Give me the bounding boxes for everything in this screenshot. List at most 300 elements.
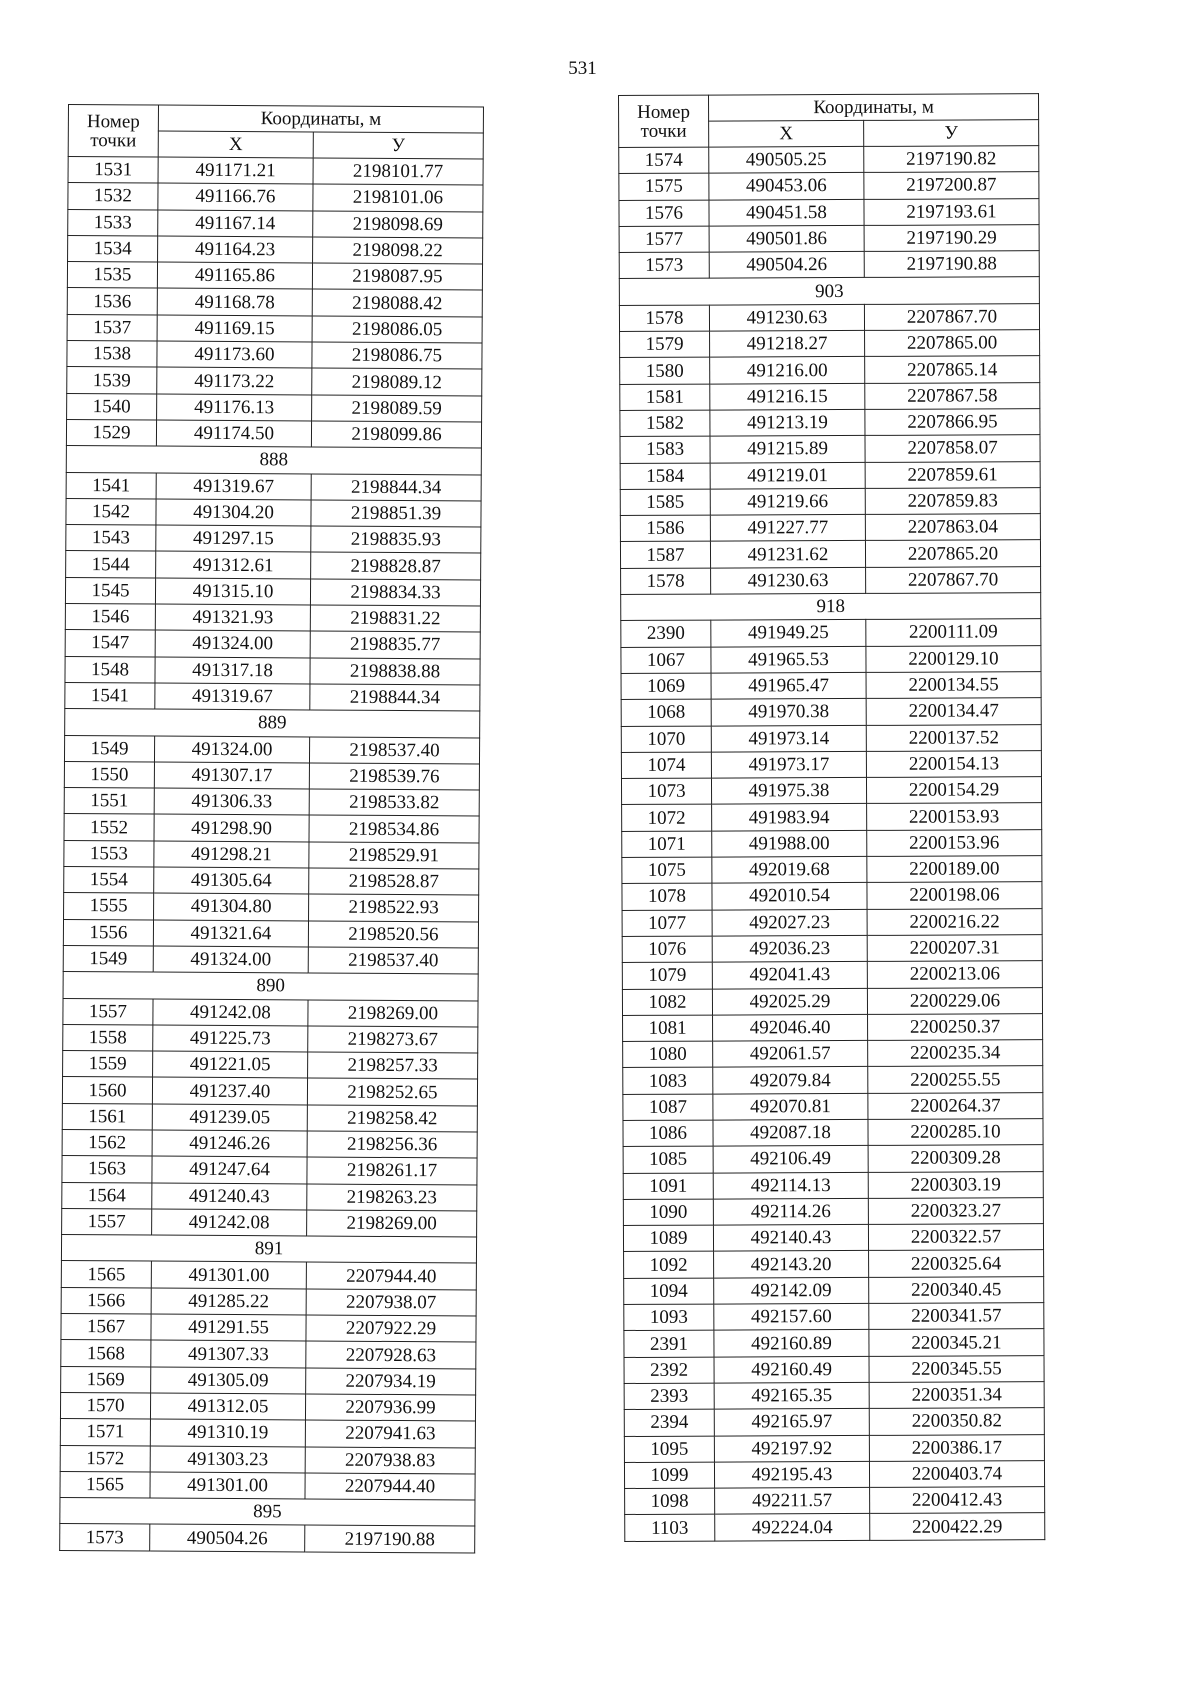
point-number-cell: 1549 [64,735,154,762]
y-coordinate-cell: 2198101.06 [313,184,483,211]
x-coordinate-cell: 490505.25 [709,146,864,173]
point-number-cell: 1531 [68,157,158,184]
section-row [66,446,481,475]
x-coordinate-cell: 491166.76 [158,183,313,210]
y-coordinate-cell: 2200345.21 [869,1329,1044,1356]
y-coordinate-cell: 2207867.70 [864,303,1039,330]
table-row [67,314,482,343]
table-row [620,488,1040,516]
x-coordinate-cell: 491171.21 [158,157,313,184]
point-number-cell: 1085 [623,1146,713,1173]
y-coordinate-cell: 2207944.40 [305,1473,475,1500]
x-coordinate-cell: 491173.60 [157,341,312,368]
y-coordinate-cell: 2207938.07 [306,1289,476,1316]
y-coordinate-cell: 2198828.87 [311,552,481,579]
y-coordinate-cell: 2197193.61 [864,198,1039,225]
y-coordinate-cell: 2198851.39 [311,500,481,527]
table-row [622,803,1042,831]
table-row [63,1051,478,1080]
point-number-cell: 1535 [67,262,157,289]
point-number-cell: 1581 [620,384,710,411]
point-number-cell: 1584 [620,463,710,490]
y-coordinate-cell: 2207867.70 [866,566,1041,593]
x-coordinate-cell: 492025.29 [712,988,867,1015]
y-coordinate-cell: 2198261.17 [307,1157,477,1184]
table-row [622,829,1042,857]
table-row [625,1513,1045,1541]
table-row [621,724,1041,752]
y-coordinate-cell: 2200422.29 [870,1513,1045,1540]
point-number-cell: 1073 [621,778,711,805]
y-coordinate-cell: 2200154.29 [866,777,1041,804]
point-number-cell: 1564 [62,1182,152,1209]
section-label: 895 [60,1498,475,1527]
x-coordinate-cell: 491324.00 [154,736,309,763]
point-number-cell: 1094 [624,1278,714,1305]
section-row [621,593,1041,621]
x-coordinate-cell: 492211.57 [715,1488,870,1515]
y-coordinate-cell: 2198522.93 [309,894,479,921]
x-coordinate-cell: 491304.80 [154,893,309,920]
table-row [620,382,1040,410]
point-number-cell: 1090 [623,1199,713,1226]
x-coordinate-cell: 491988.00 [712,830,867,857]
table-row [61,1340,476,1369]
point-number-cell: 2393 [624,1383,714,1410]
point-number-cell: 1532 [68,183,158,210]
y-coordinate-cell: 2198835.77 [310,631,480,658]
y-coordinate-cell: 2200250.37 [868,1013,1043,1040]
point-number-cell: 1563 [62,1156,152,1183]
header-x: X [709,120,864,147]
table-row [68,235,483,264]
x-coordinate-cell: 491305.64 [154,867,309,894]
table-row [65,604,480,633]
point-number-cell: 1550 [64,761,154,788]
point-number-cell: 1565 [61,1261,151,1288]
table-row [625,1487,1045,1515]
point-number-cell: 1551 [64,788,154,815]
x-coordinate-cell: 491176.13 [157,394,312,421]
y-coordinate-cell: 2198098.22 [313,237,483,264]
x-coordinate-cell: 491321.93 [155,604,310,631]
y-coordinate-cell: 2198098.69 [313,211,483,238]
point-number-cell: 1558 [63,1024,153,1051]
y-coordinate-cell: 2198089.59 [312,395,482,422]
y-coordinate-cell: 2198087.95 [312,263,482,290]
point-number-cell: 2391 [624,1330,714,1357]
point-number-cell: 1103 [625,1515,715,1542]
y-coordinate-cell: 2198831.22 [310,605,480,632]
x-coordinate-cell: 492106.49 [713,1146,868,1173]
table-row [619,172,1039,200]
x-coordinate-cell: 492010.54 [712,883,867,910]
table-row [621,645,1041,673]
x-coordinate-cell: 491965.47 [711,672,866,699]
y-coordinate-cell: 2198539.76 [309,763,479,790]
x-coordinate-cell: 492195.43 [714,1461,869,1488]
point-number-cell: 1546 [65,604,155,631]
table-row [620,330,1040,358]
header-coordinates: Координаты, м [158,105,483,133]
point-number-cell: 1543 [66,525,156,552]
x-coordinate-cell: 490501.86 [709,225,864,252]
x-coordinate-cell: 491973.17 [711,751,866,778]
point-number-cell: 1582 [620,410,710,437]
point-number-cell: 1587 [620,542,710,569]
table-row [619,251,1039,279]
point-number-cell: 1553 [64,840,154,867]
y-coordinate-cell: 2207865.00 [865,330,1040,357]
section-label: 918 [621,593,1041,621]
x-coordinate-cell: 492160.89 [714,1330,869,1357]
table-row [65,577,480,606]
section-row [63,972,478,1001]
x-coordinate-cell: 491169.15 [157,315,312,342]
y-coordinate-cell: 2200340.45 [869,1276,1044,1303]
y-coordinate-cell: 2200229.06 [867,987,1042,1014]
header-point-number [68,105,158,158]
table-row [68,157,483,186]
x-coordinate-cell: 491965.53 [711,646,866,673]
x-coordinate-cell: 491303.23 [150,1446,305,1473]
section-label: 903 [619,277,1039,305]
table-row [619,225,1039,253]
y-coordinate-cell: 2198263.23 [307,1184,477,1211]
x-coordinate-cell: 492114.26 [713,1198,868,1225]
y-coordinate-cell: 2198088.42 [312,289,482,316]
point-number-cell: 1575 [619,173,709,200]
point-number-cell: 1538 [67,341,157,368]
table-row [623,1040,1043,1068]
x-coordinate-cell: 492157.60 [714,1303,869,1330]
point-number-cell: 1578 [621,568,711,595]
table-row [64,893,479,922]
point-number-cell: 1068 [621,699,711,726]
point-number-cell: 1080 [623,1041,713,1068]
x-coordinate-cell: 491305.09 [151,1367,306,1394]
x-coordinate-cell: 491301.00 [150,1472,305,1499]
point-number-cell: 1586 [620,515,710,542]
section-label: 888 [66,446,481,475]
x-coordinate-cell: 491321.64 [153,920,308,947]
table-row [620,514,1040,542]
y-coordinate-cell: 2198101.77 [313,158,483,185]
x-coordinate-cell: 491231.62 [710,541,865,568]
y-coordinate-cell: 2207859.61 [865,461,1040,488]
x-coordinate-cell: 492036.23 [712,935,867,962]
table-row [63,998,478,1027]
coordinates-table-right [618,93,1045,1542]
table-row [63,945,478,974]
y-coordinate-cell: 2200189.00 [867,856,1042,883]
x-coordinate-cell: 491312.05 [150,1393,305,1420]
table-row [62,1129,477,1158]
point-number-cell: 1560 [62,1077,152,1104]
y-coordinate-cell: 2207938.83 [305,1447,475,1474]
table-row [66,498,481,527]
x-coordinate-cell: 492079.84 [713,1067,868,1094]
x-coordinate-cell: 492019.68 [712,856,867,883]
point-number-cell: 1578 [619,305,709,332]
table-row [68,183,483,212]
table-row [623,1092,1043,1120]
y-coordinate-cell: 2200129.10 [866,645,1041,672]
table-row [63,1024,478,1053]
y-coordinate-cell: 2198529.91 [309,842,479,869]
table-row [621,672,1041,700]
table-row [624,1276,1044,1304]
table-row [623,1224,1043,1252]
x-coordinate-cell: 491307.17 [154,762,309,789]
y-coordinate-cell: 2197190.29 [864,225,1039,252]
table-row [64,735,479,764]
table-row [62,1103,477,1132]
table-row [620,435,1040,463]
table-row [622,935,1042,963]
y-coordinate-cell: 2198269.00 [308,999,478,1026]
y-coordinate-cell: 2198537.40 [309,737,479,764]
y-coordinate-cell: 2198537.40 [308,947,478,974]
y-coordinate-cell: 2207863.04 [865,514,1040,541]
table-row [622,908,1042,936]
table-row [623,1145,1043,1173]
x-coordinate-cell: 490504.26 [709,252,864,279]
x-coordinate-cell: 491219.01 [710,462,865,489]
x-coordinate-cell: 491975.38 [711,778,866,805]
x-coordinate-cell: 492027.23 [712,909,867,936]
table-row [67,341,482,370]
y-coordinate-cell: 2200134.55 [866,672,1041,699]
point-number-cell: 1545 [65,577,155,604]
y-coordinate-cell: 2200345.55 [869,1355,1044,1382]
y-coordinate-cell: 2207867.58 [865,382,1040,409]
x-coordinate-cell: 491219.66 [710,488,865,515]
section-row [65,709,480,738]
table-row [620,540,1040,568]
point-number-cell: 1070 [621,726,711,753]
point-number-cell: 1568 [61,1340,151,1367]
y-coordinate-cell: 2197200.87 [864,172,1039,199]
x-coordinate-cell: 492160.49 [714,1356,869,1383]
point-number-cell: 1565 [60,1471,150,1498]
x-coordinate-cell: 490453.06 [709,173,864,200]
point-number-cell: 1067 [621,647,711,674]
x-coordinate-cell: 491973.14 [711,725,866,752]
point-number-cell: 1098 [625,1488,715,1515]
table-row [67,393,482,422]
table-row [622,987,1042,1015]
point-number-cell: 1077 [622,910,712,937]
y-coordinate-cell: 2200322.57 [868,1224,1043,1251]
y-coordinate-cell: 2198844.34 [310,684,480,711]
y-coordinate-cell: 2198099.86 [311,421,481,448]
table-row [67,367,482,396]
point-number-cell: 1555 [64,893,154,920]
x-coordinate-cell: 491213.19 [710,409,865,436]
point-number-cell: 1552 [64,814,154,841]
y-coordinate-cell: 2198273.67 [308,1026,478,1053]
x-coordinate-cell: 492165.35 [714,1382,869,1409]
point-number-cell: 1541 [66,472,156,499]
header-x: X [158,131,313,158]
point-number-cell: 1554 [64,867,154,894]
y-coordinate-cell: 2198534.86 [309,815,479,842]
table-row [66,551,481,580]
y-coordinate-cell: 2200325.64 [869,1250,1044,1277]
y-coordinate-cell: 2207865.20 [865,540,1040,567]
table-row [60,1471,475,1500]
point-number-cell: 1573 [60,1524,150,1551]
y-coordinate-cell: 2200351.34 [869,1382,1044,1409]
section-row [61,1235,476,1264]
point-number-cell: 1556 [63,919,153,946]
table-body-left [60,157,484,1553]
table-row [61,1287,476,1316]
point-number-cell: 1562 [62,1129,152,1156]
y-coordinate-cell: 2200303.19 [868,1171,1043,1198]
point-number-cell: 1539 [67,367,157,394]
x-coordinate-cell: 491298.21 [154,841,309,868]
y-coordinate-cell: 2200111.09 [866,619,1041,646]
table-row [65,682,480,711]
point-number-cell: 1567 [61,1314,151,1341]
y-coordinate-cell: 2200213.06 [867,961,1042,988]
y-coordinate-cell: 2200341.57 [869,1303,1044,1330]
table-row [60,1419,475,1448]
table-row [624,1434,1044,1462]
x-coordinate-cell: 491167.14 [158,210,313,237]
x-coordinate-cell: 491240.43 [152,1183,307,1210]
table-row [624,1355,1044,1383]
x-coordinate-cell: 491324.00 [155,630,310,657]
table-row [619,146,1039,174]
table-row [64,840,479,869]
x-coordinate-cell: 491307.33 [151,1340,306,1367]
x-coordinate-cell: 491221.05 [153,1051,308,1078]
point-number-cell: 1561 [62,1103,152,1130]
header-y: У [313,132,483,159]
table-row [64,788,479,817]
x-coordinate-cell: 491306.33 [154,788,309,815]
table-row [65,630,480,659]
x-coordinate-cell: 491970.38 [711,699,866,726]
table-row [621,777,1041,805]
point-number-cell: 1534 [68,235,158,262]
point-number-cell: 1583 [620,436,710,463]
point-number-cell: 1585 [620,489,710,516]
x-coordinate-cell: 491285.22 [151,1288,306,1315]
y-coordinate-cell: 2200255.55 [868,1066,1043,1093]
header-y: У [864,120,1039,147]
table-row [60,1524,475,1553]
table-row [62,1208,477,1237]
table-row [67,288,482,317]
x-coordinate-cell: 491165.86 [157,262,312,289]
point-number-cell: 2390 [621,620,711,647]
x-coordinate-cell: 491239.05 [152,1104,307,1131]
point-number-cell: 1570 [60,1392,150,1419]
header-coordinates: Координаты, м [709,94,1039,121]
table-row [624,1250,1044,1278]
point-number-cell: 1089 [623,1225,713,1252]
point-number-cell: 1083 [623,1067,713,1094]
point-number-cell: 1557 [63,998,153,1025]
table-row [62,1182,477,1211]
y-coordinate-cell: 2198533.82 [309,789,479,816]
y-coordinate-cell: 2198835.93 [311,526,481,553]
table-row [621,619,1041,647]
x-coordinate-cell: 491291.55 [151,1314,306,1341]
point-number-cell: 1099 [624,1462,714,1489]
table-row [68,209,483,238]
point-number-cell: 1072 [622,805,712,832]
point-number-cell: 1076 [622,936,712,963]
point-number-cell: 1580 [620,357,710,384]
page-number: 531 [568,58,597,79]
y-coordinate-cell: 2200264.37 [868,1092,1043,1119]
table-row [60,1445,475,1474]
point-number-cell: 2394 [624,1409,714,1436]
point-number-cell: 1086 [623,1120,713,1147]
point-number-cell: 1082 [622,989,712,1016]
y-coordinate-cell: 2200154.13 [866,750,1041,777]
header-point-number-line2: точки [640,120,687,142]
y-coordinate-cell: 2198252.65 [307,1078,477,1105]
x-coordinate-cell: 490451.58 [709,199,864,226]
x-coordinate-cell: 491216.00 [710,357,865,384]
table-row [63,919,478,948]
coordinates-table-left [59,104,484,1553]
x-coordinate-cell: 492061.57 [713,1041,868,1068]
point-number-cell: 1536 [67,288,157,315]
table-row [62,1156,477,1185]
table-row [624,1329,1044,1357]
point-number-cell: 1574 [619,147,709,174]
point-number-cell: 1559 [63,1051,153,1078]
point-number-cell: 1541 [65,682,155,709]
point-number-cell: 1577 [619,226,709,253]
table-row [66,525,481,554]
section-label: 889 [65,709,480,738]
table-row [620,356,1040,384]
table-row [60,1392,475,1421]
point-number-cell: 1547 [65,630,155,657]
y-coordinate-cell: 2207936.99 [305,1394,475,1421]
table-row [624,1382,1044,1410]
y-coordinate-cell: 2207941.63 [305,1420,475,1447]
header-point-number-line1: Номер [86,110,140,132]
x-coordinate-cell: 491312.61 [156,551,311,578]
point-number-cell: 1579 [620,331,710,358]
x-coordinate-cell: 492165.97 [714,1409,869,1436]
table-row [623,1066,1043,1094]
x-coordinate-cell: 491315.10 [155,578,310,605]
x-coordinate-cell: 490504.26 [150,1524,305,1551]
y-coordinate-cell: 2200153.96 [867,829,1042,856]
x-coordinate-cell: 491949.25 [711,620,866,647]
table-row [621,698,1041,726]
y-coordinate-cell: 2207866.95 [865,409,1040,436]
x-coordinate-cell: 492087.18 [713,1119,868,1146]
x-coordinate-cell: 491298.90 [154,814,309,841]
table-row [61,1314,476,1343]
x-coordinate-cell: 491319.67 [156,473,311,500]
point-number-cell: 1529 [66,419,156,446]
y-coordinate-cell: 2200235.34 [868,1040,1043,1067]
point-number-cell: 1571 [60,1419,150,1446]
point-number-cell: 1576 [619,200,709,227]
